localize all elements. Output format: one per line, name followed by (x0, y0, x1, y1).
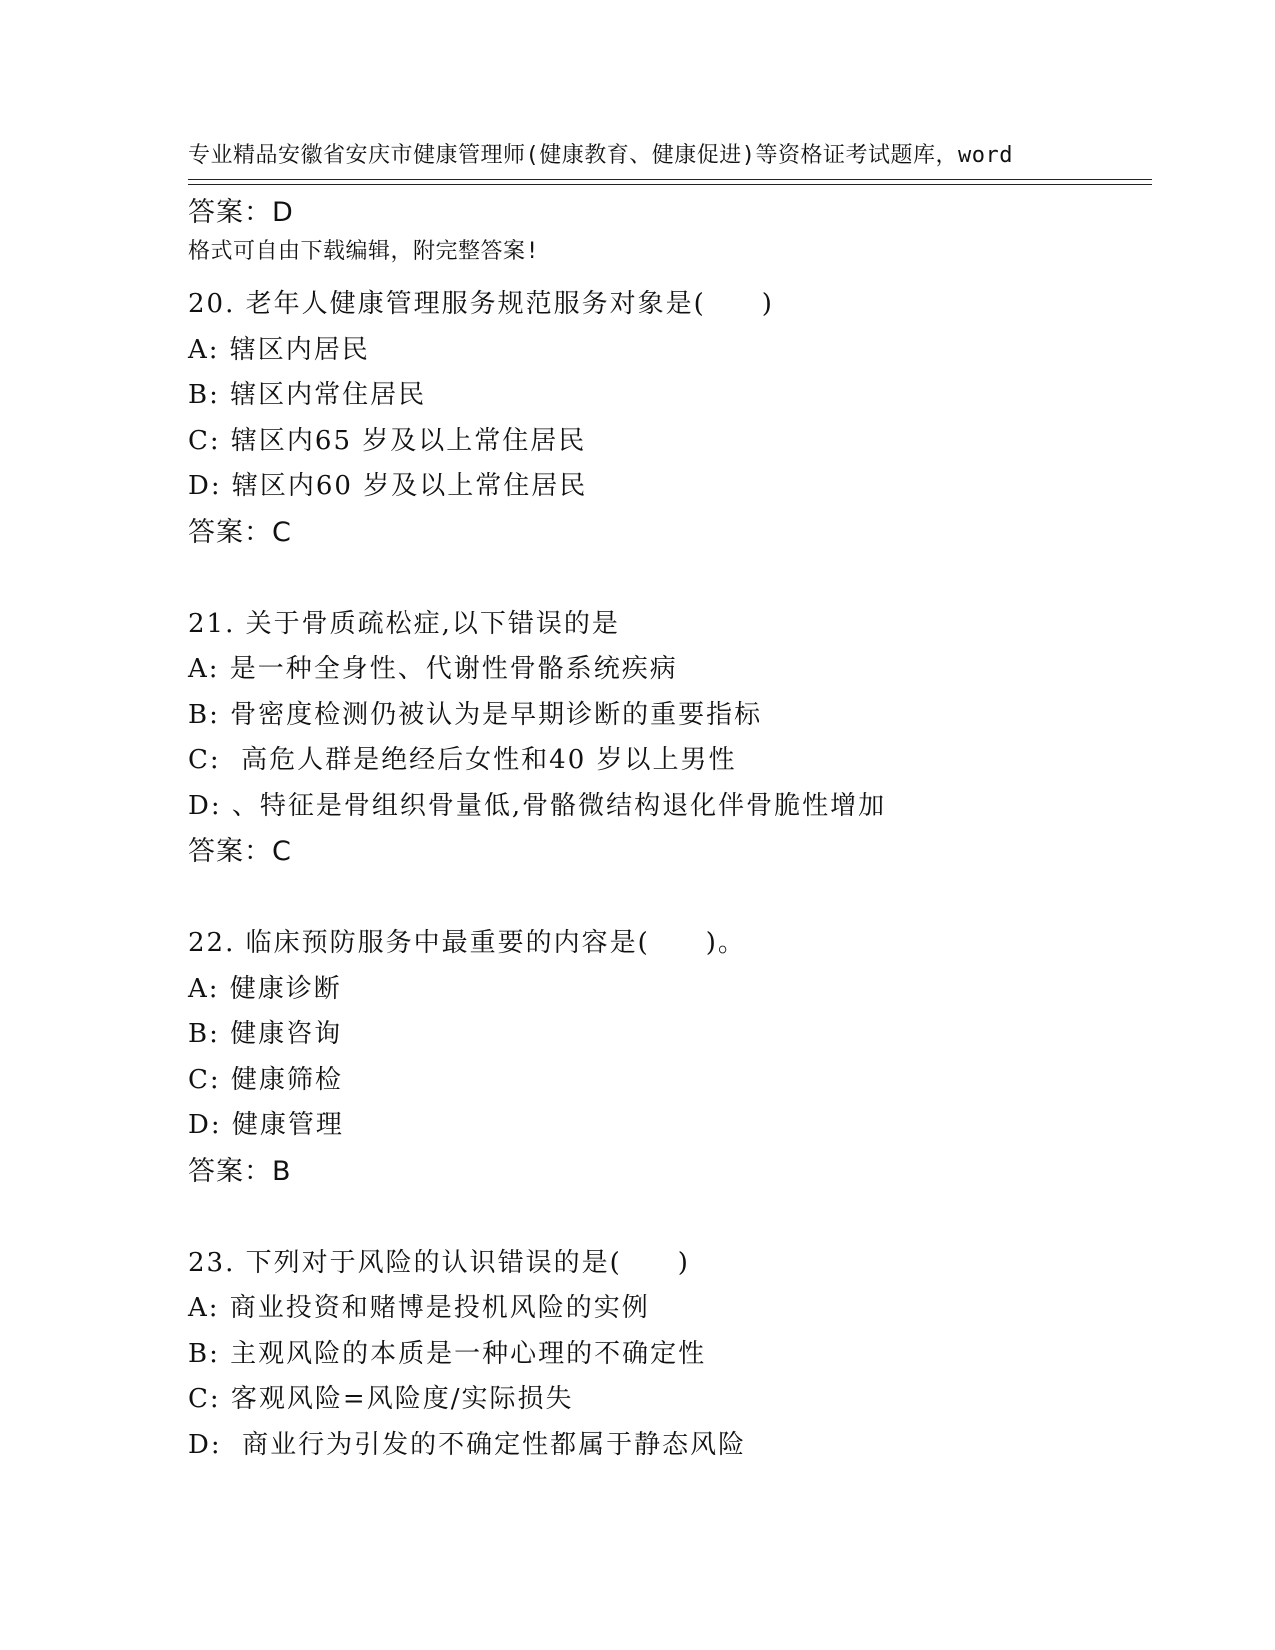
question-22-option-b: B: 健康咨询 (188, 1019, 343, 1049)
header-rule-bottom (188, 184, 1152, 185)
answer-21: 答案：C (188, 836, 292, 867)
answer-20: 答案：C (188, 516, 292, 548)
question-22-option-d: D: 健康管理 (188, 1110, 344, 1140)
question-22-option-c: C: 健康筛检 (188, 1064, 343, 1095)
question-22: 22. 临床预防服务中最重要的内容是( )。 (188, 928, 746, 958)
question-23-option-b: B: 主观风险的本质是一种心理的不确定性 (188, 1338, 707, 1369)
header-line-1: 专业精品安徽省安庆市健康管理师(健康教育、健康促进)等资格证考试题库，word (188, 143, 1013, 168)
question-21-option-c: C: 高危人群是绝经后女性和40 岁以上男性 (188, 745, 737, 775)
question-20: 20. 老年人健康管理服务规范服务对象是( ) (188, 289, 774, 319)
question-20-option-b: B: 辖区内常住居民 (188, 380, 427, 410)
header-rule-top (188, 179, 1152, 180)
question-22-option-a: A: 健康诊断 (188, 973, 342, 1004)
question-23-option-a: A: 商业投资和赌博是投机风险的实例 (188, 1293, 650, 1323)
question-23-option-d: D: 商业行为引发的不确定性都属于静态风险 (188, 1429, 747, 1460)
question-21: 21. 关于骨质疏松症,以下错误的是 (188, 608, 620, 639)
question-21-option-b: B: 骨密度检测仍被认为是早期诊断的重要指标 (188, 699, 763, 730)
question-23-option-c: C: 客观风险=风险度/实际损失 (188, 1384, 574, 1414)
question-list (188, 190, 1148, 1468)
question-20-option-a: A: 辖区内居民 (188, 334, 370, 365)
question-20-option-d: D: 辖区内60 岁及以上常住居民 (188, 471, 588, 501)
question-21-option-d: D: 、特征是骨组织骨量低,骨骼微结构退化伴骨脆性增加 (188, 790, 887, 821)
header-line-2: 格式可自由下载编辑，附完整答案! (188, 239, 540, 264)
answer-19: 答案：D (188, 197, 294, 228)
question-20-option-c: C: 辖区内65 岁及以上常住居民 (188, 425, 587, 456)
answer-22: 答案：B (188, 1155, 292, 1187)
question-21-option-a: A: 是一种全身性、代谢性骨骼系统疾病 (188, 654, 678, 684)
question-23: 23. 下列对于风险的认识错误的是( ) (188, 1247, 690, 1278)
